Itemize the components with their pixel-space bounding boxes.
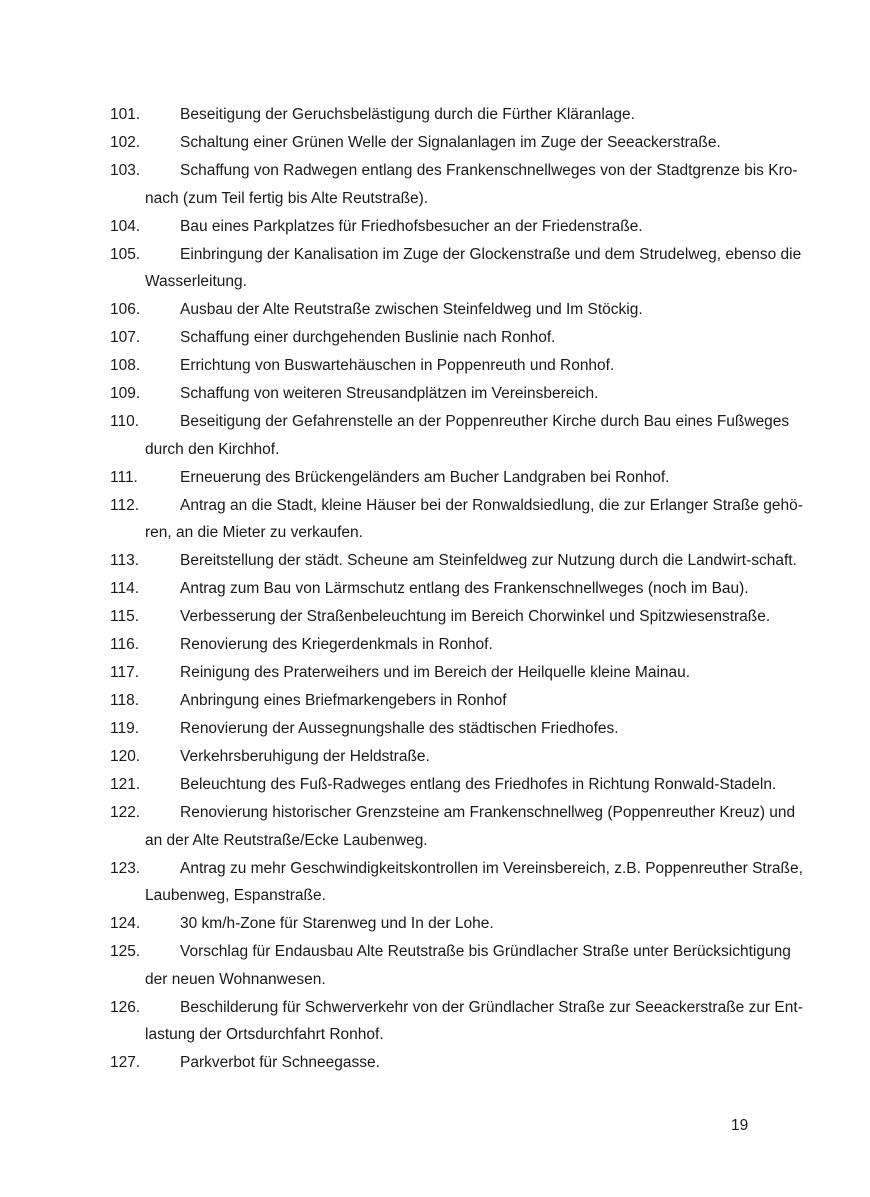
list-item bbox=[0, 547, 870, 575]
item-number: 111. bbox=[110, 468, 138, 486]
list-item bbox=[0, 129, 870, 157]
item-line-continuation: nach (zum Teil fertig bis Alte Reutstraße). bbox=[145, 189, 429, 207]
item-line-first: Verkehrsberuhigung der Heldstraße. bbox=[180, 748, 430, 765]
list-item bbox=[0, 324, 870, 352]
item-line-first: Bereitstellung der städt. Scheune am Steinfeldweg zur Nutzung durch die Landwirt-schaft. bbox=[180, 552, 797, 569]
item-line-first: Schaffung einer durchgehenden Buslinie nach Ronhof. bbox=[180, 329, 556, 346]
item-line-first: Antrag an die Stadt, kleine Häuser bei der Ronwaldsiedlung, die zur Erlanger Straße gehö- bbox=[180, 496, 803, 514]
item-number: 107. bbox=[110, 329, 141, 346]
item-number: 127. bbox=[110, 1054, 141, 1071]
item-number: 124. bbox=[110, 915, 141, 932]
item-number: 109. bbox=[110, 385, 141, 402]
item-line-first: Antrag zu mehr Geschwindigkeitskontrollen im Vereinsbereich, z.B. Poppenreuther Straße, bbox=[180, 859, 803, 877]
item-line-continuation: durch den Kirchhof. bbox=[145, 440, 280, 458]
item-line-first: Schaffung von weiteren Streusandplätzen im Vereinsbereich. bbox=[180, 385, 599, 402]
item-text bbox=[145, 324, 795, 352]
list-item bbox=[0, 938, 870, 993]
item-line-first: Reinigung des Praterweihers und im Bereich der Heilquelle kleine Mainau. bbox=[180, 664, 691, 681]
list-item bbox=[0, 492, 870, 547]
item-text bbox=[145, 101, 795, 129]
item-number: 120. bbox=[110, 748, 141, 765]
item-text bbox=[145, 213, 795, 241]
item-number: 101. bbox=[110, 106, 141, 123]
list-item bbox=[0, 687, 870, 715]
list-item bbox=[0, 910, 870, 938]
item-line-first: 30 km/h-Zone für Starenweg und In der Lohe. bbox=[180, 915, 494, 932]
page-number: 19 bbox=[731, 1117, 749, 1134]
item-line-first: Schaffung von Radwegen entlang des Frankenschnellweges von der Stadtgrenze bis Kro- bbox=[180, 162, 798, 179]
list-item bbox=[0, 408, 870, 463]
item-line-first: Beseitigung der Geruchsbelästigung durch die Fürther Kläranlage. bbox=[180, 106, 635, 123]
list-item bbox=[0, 603, 870, 631]
item-number: 123. bbox=[110, 859, 141, 877]
item-text bbox=[145, 157, 798, 212]
item-text bbox=[145, 687, 795, 715]
item-line-first: Beleuchtung des Fuß-Radweges entlang des Friedhofes in Richtung Ronwald-Stadeln. bbox=[180, 776, 777, 793]
item-text bbox=[145, 241, 802, 296]
item-number: 110. bbox=[110, 413, 140, 430]
item-text bbox=[145, 994, 803, 1049]
item-number: 113. bbox=[110, 552, 140, 569]
item-line-continuation: ren, an die Mieter zu verkaufen. bbox=[145, 524, 363, 541]
item-line-first: Renovierung der Aussegnungshalle des städtischen Friedhofes. bbox=[180, 720, 619, 737]
item-text bbox=[145, 799, 795, 854]
item-line-continuation: Wasserleitung. bbox=[145, 273, 247, 290]
item-number: 102. bbox=[110, 134, 141, 151]
item-line-first: Beschilderung für Schwerverkehr von der Gründlacher Straße zur Seeackerstraße zur Ent- bbox=[180, 998, 803, 1016]
item-number: 105. bbox=[110, 245, 141, 263]
list-item bbox=[0, 575, 870, 603]
item-number: 115. bbox=[110, 608, 140, 625]
item-number: 118. bbox=[110, 692, 140, 709]
list-item bbox=[0, 631, 870, 659]
item-line-first: Errichtung von Buswartehäuschen in Poppenreuth und Ronhof. bbox=[180, 357, 615, 374]
item-number: 116. bbox=[110, 636, 140, 653]
item-text bbox=[145, 855, 803, 910]
list-item bbox=[0, 771, 870, 799]
list-item bbox=[0, 157, 870, 212]
list-item bbox=[0, 352, 870, 380]
item-line-first: Verbesserung der Straßenbeleuchtung im Bereich Chorwinkel und Spitzwiesenstraße. bbox=[180, 608, 771, 625]
item-line-first: Einbringung der Kanalisation im Zuge der Glockenstraße und dem Strudelweg, ebenso die bbox=[180, 245, 802, 263]
list-item bbox=[0, 213, 870, 241]
item-number: 108. bbox=[110, 357, 141, 374]
item-line-first: Beseitigung der Gefahrenstelle an der Poppenreuther Kirche durch Bau eines Fußweges bbox=[180, 413, 790, 430]
list-item bbox=[0, 380, 870, 408]
item-text bbox=[145, 547, 795, 575]
item-line-continuation: an der Alte Reutstraße/Ecke Laubenweg. bbox=[145, 831, 428, 849]
item-number: 103. bbox=[110, 162, 141, 179]
item-text bbox=[145, 715, 795, 743]
item-text bbox=[145, 659, 795, 687]
list-item bbox=[0, 994, 870, 1049]
item-number: 117. bbox=[110, 664, 140, 681]
item-text bbox=[145, 296, 795, 324]
list-item bbox=[0, 296, 870, 324]
item-number: 119. bbox=[110, 720, 140, 737]
item-text bbox=[145, 492, 803, 547]
item-number: 112. bbox=[110, 496, 140, 514]
item-number: 114. bbox=[110, 580, 140, 597]
item-text bbox=[145, 743, 795, 771]
item-text bbox=[145, 771, 795, 799]
item-line-continuation: der neuen Wohnanwesen. bbox=[145, 970, 326, 988]
list-item bbox=[0, 855, 870, 910]
item-line-first: Antrag zum Bau von Lärmschutz entlang des Frankenschnellweges (noch im Bau). bbox=[180, 580, 749, 597]
item-line-first: Bau eines Parkplatzes für Friedhofsbesucher an der Friedenstraße. bbox=[180, 217, 643, 235]
item-number: 122. bbox=[110, 804, 141, 821]
item-line-first: Vorschlag für Endausbau Alte Reutstraße bis Gründlacher Straße unter Berücksichtigung bbox=[180, 943, 791, 960]
item-text bbox=[145, 408, 795, 463]
item-line-first: Ausbau der Alte Reutstraße zwischen Steinfeldweg und Im Stöckig. bbox=[180, 301, 643, 318]
list-item bbox=[0, 464, 870, 492]
list-item bbox=[0, 1049, 870, 1077]
item-text bbox=[145, 464, 795, 492]
item-text bbox=[145, 910, 795, 938]
item-text bbox=[145, 938, 795, 993]
item-number: 125. bbox=[110, 943, 141, 960]
item-line-first: Schaltung einer Grünen Welle der Signalanlagen im Zuge der Seeackerstraße. bbox=[180, 134, 721, 151]
list-item bbox=[0, 659, 870, 687]
list-item bbox=[0, 101, 870, 129]
item-line-first: Renovierung des Kriegerdenkmals in Ronhof. bbox=[180, 636, 493, 653]
item-number: 126. bbox=[110, 998, 141, 1016]
item-text bbox=[145, 380, 795, 408]
item-text bbox=[145, 603, 795, 631]
item-number: 106. bbox=[110, 301, 141, 318]
item-number: 104. bbox=[110, 217, 141, 235]
list-item bbox=[0, 799, 870, 854]
item-text bbox=[145, 352, 795, 380]
item-number: 121. bbox=[110, 776, 141, 793]
numbered-list bbox=[0, 101, 870, 1077]
item-text bbox=[145, 129, 795, 157]
list-item bbox=[0, 241, 870, 296]
list-item bbox=[0, 715, 870, 743]
item-line-first: Erneuerung des Brückengeländers am Bucher Landgraben bei Ronhof. bbox=[180, 468, 670, 486]
item-line-first: Anbringung eines Briefmarkengebers in Ronhof bbox=[180, 692, 507, 709]
item-line-first: Renovierung historischer Grenzsteine am Frankenschnellweg (Poppenreuther Kreuz) und bbox=[180, 804, 796, 821]
item-line-first: Parkverbot für Schneegasse. bbox=[180, 1054, 380, 1071]
list-item bbox=[0, 743, 870, 771]
item-text bbox=[145, 631, 795, 659]
item-line-continuation: lastung der Ortsdurchfahrt Ronhof. bbox=[145, 1026, 384, 1043]
item-text bbox=[145, 575, 795, 603]
item-text bbox=[145, 1049, 795, 1077]
item-line-continuation: Laubenweg, Espanstraße. bbox=[145, 887, 326, 904]
